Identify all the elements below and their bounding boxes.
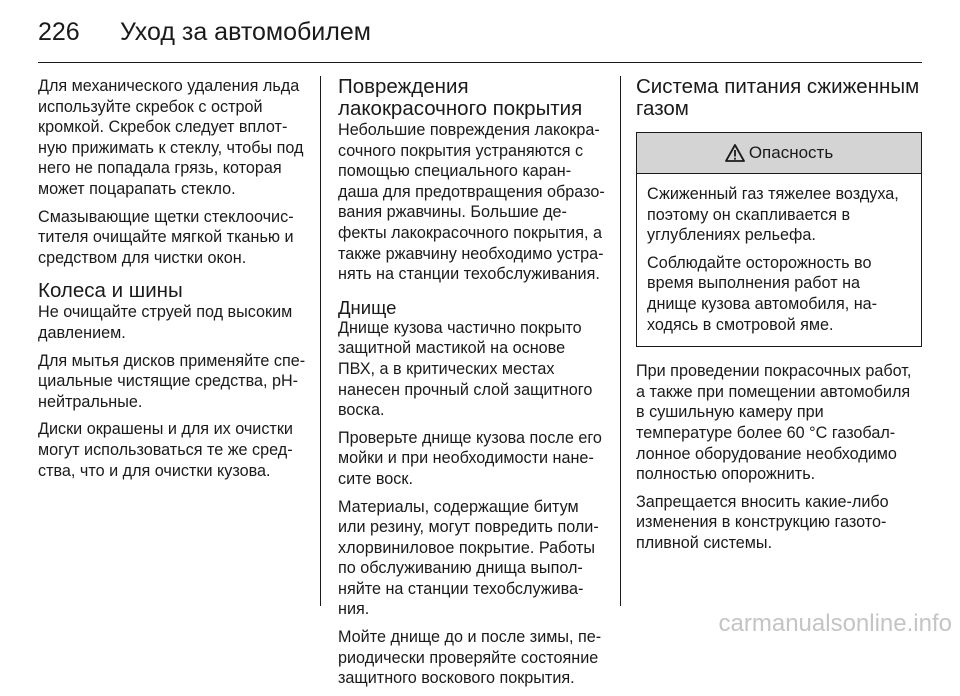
danger-paragraph-1: Сжиженный газ тяжелее воздуха, поэтому он скапливается в углублениях рельефа. xyxy=(647,185,899,245)
wheels-heading: Колеса и шины xyxy=(38,279,183,303)
danger-box-body xyxy=(637,174,921,346)
column-divider-1 xyxy=(320,76,321,606)
underbody-paragraph-4: Мойте днище до и после зимы, периодически проверяйте состояние защитного воскового покрытия. xyxy=(338,628,602,688)
column-1 xyxy=(38,76,310,488)
column-2 xyxy=(338,76,606,696)
lpg-paragraph-1: При проведении покрасочных работ, а также при помещении автомобиля в сушильную камеру при температуре более 60 °C газобаллонное оборудование необходимо полностью опорожнить. xyxy=(636,362,912,484)
header-rule xyxy=(38,62,922,63)
paint-paragraph: Небольшие повреждения лакокрасочного покрытия устраняются с помощью специального карандаша для предотвращения образования ржавчины. Большие дефекты лакокрасочного покрытия, а также ржавчину необходимо устранять на станции техобслуживания. xyxy=(338,121,605,284)
paint-heading: Повреждения лакокрасочного покрытия xyxy=(338,75,583,120)
danger-box-header xyxy=(637,133,921,174)
lpg-heading: Система питания сжиженным газом xyxy=(636,75,920,120)
column-3 xyxy=(636,76,922,561)
wheels-paragraph-2: Для мытья дисков применяйте специальные чистящие средства, рН-нейтральные. xyxy=(38,351,306,411)
underbody-paragraph-2: Проверьте днище кузова после его мойки и при необходимости нанесите воск. xyxy=(338,428,602,488)
underbody-paragraph-1: Днище кузова частично покрыто защитной мастикой на основе ПВХ, а в критических местах нанесен прочный слой защитного воска. xyxy=(338,318,593,420)
page-number: 226 xyxy=(38,18,80,46)
wheels-paragraph-3: Диски окрашены и для их очистки могут использоваться те же средства, что и для очистки кузова. xyxy=(38,420,293,480)
page-header xyxy=(38,16,922,52)
danger-box xyxy=(636,132,922,347)
warning-triangle-icon xyxy=(725,144,745,162)
wheels-section xyxy=(38,280,310,481)
danger-paragraph-2: Соблюдайте осторожность во время выполнения работ на днище кузова автомобиля, находясь в смотровой яме. xyxy=(647,253,878,334)
danger-label: Опасность xyxy=(748,142,834,162)
underbody-paragraph-3: Материалы, содержащие битум или резину, могут повредить полихлорвиниловое покрытие. Работы по обслуживанию днища выполняйте на станции техобслуживания. xyxy=(338,497,599,619)
ice-removal-paragraph: Для механического удаления льда используйте скребок с острой кромкой. Скребок следует вплотную прижимать к стеклу, чтобы под него не попадала грязь, которая может поцарапать стекло. xyxy=(38,77,304,198)
wheels-paragraph-1: Не очищайте струей под высоким давлением. xyxy=(38,303,293,342)
watermark: carmanualsonline.info xyxy=(718,610,952,637)
column-divider-2 xyxy=(620,76,621,606)
lpg-paragraph-2: Запрещается вносить какие-либо изменения в конструкцию газотопливной системы. xyxy=(636,492,889,552)
underbody-section xyxy=(338,297,606,689)
underbody-heading: Днище xyxy=(338,296,397,318)
wiper-paragraph: Смазывающие щетки стеклоочистителя очищайте мягкой тканью и средством для чистки окон. xyxy=(38,207,294,267)
chapter-title: Уход за автомобилем xyxy=(120,18,371,46)
